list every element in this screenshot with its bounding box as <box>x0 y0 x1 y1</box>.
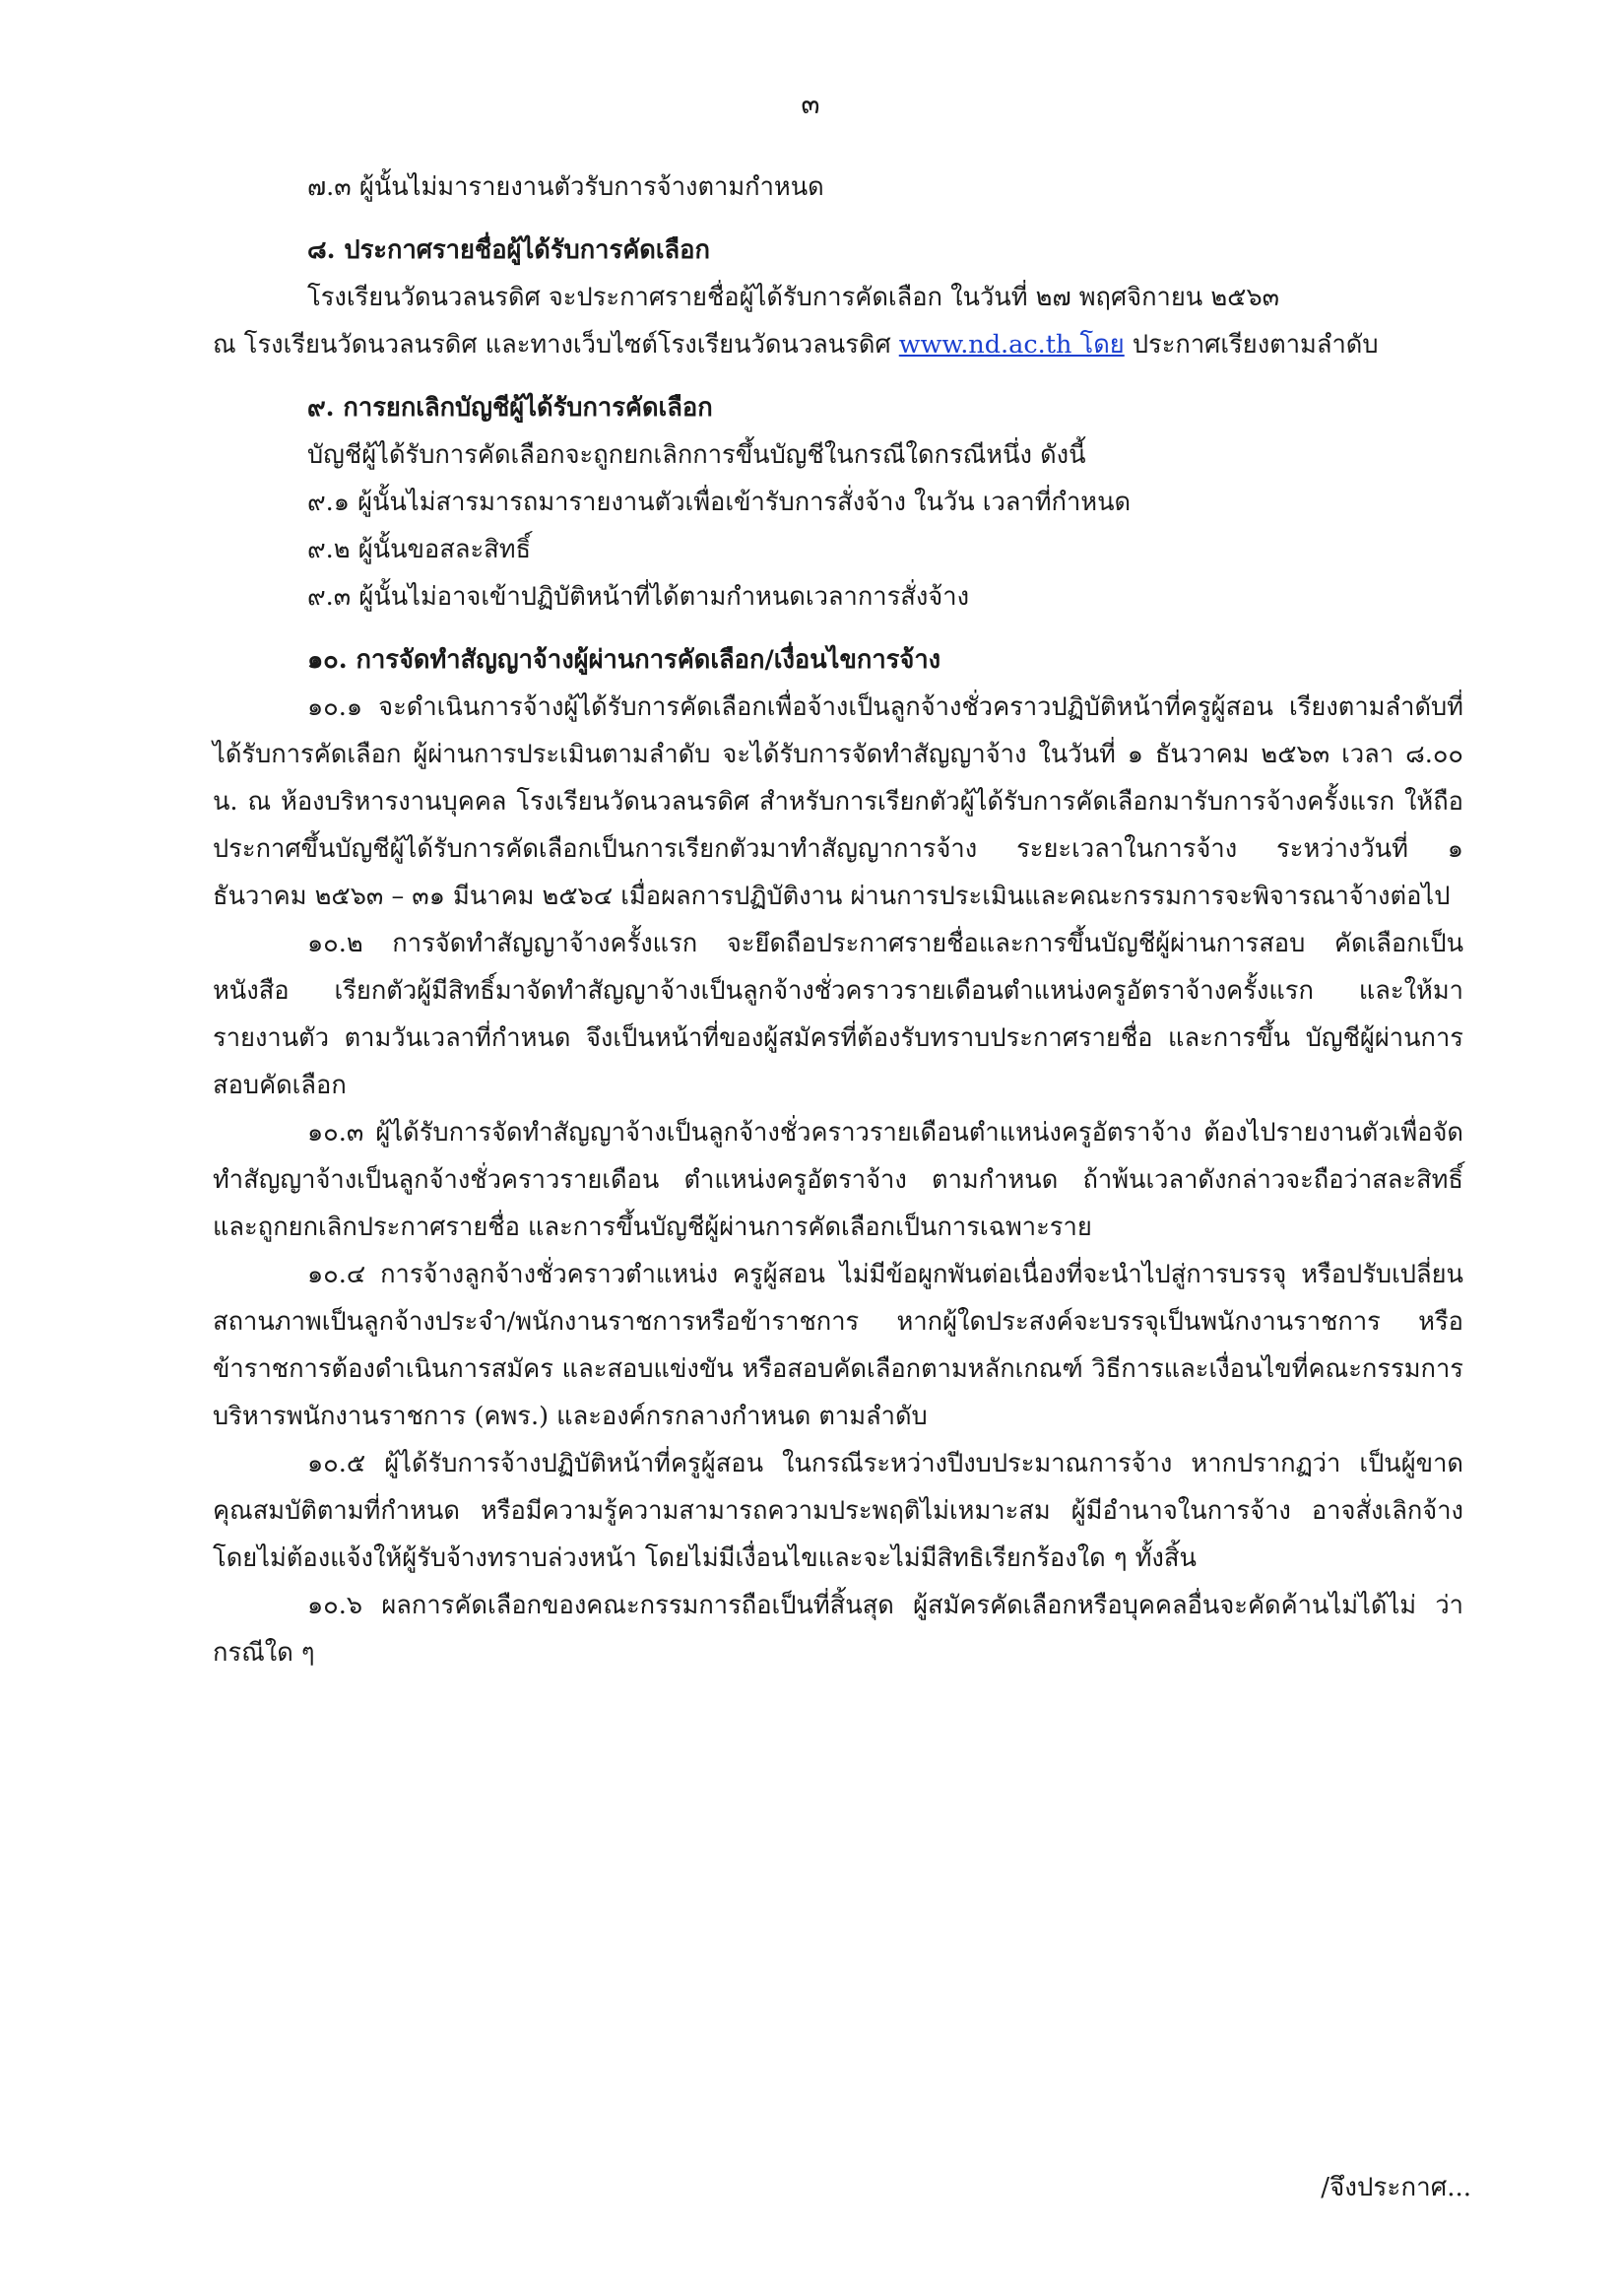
section-10-paragraph-4: ๑๐.๔ การจ้างลูกจ้างชั่วคราวตำแหน่ง ครูผู้สอน ไม่มีข้อผูกพันต่อเนื่องที่จะนำไปสู่การบรรจุ หรือปรับเปลี่ยนสถานภาพเป็นลูกจ้างประจำ/พนักงานราชการหรือข้าราชการ หากผู้ใดประสงค์จะบรรจุเป็นพนักงานราชการ หรือข้าราชการต้องดำเนินการสมัคร และสอบแข่งขัน หรือสอบคัดเลือกตามหลักเกณฑ์ วิธีการและเงื่อนไขที่คณะกรรมการบริหารพนักงานราชการ (คพร.) และองค์กรกลางกำหนด ตามลำดับ <box>213 1260 1463 1431</box>
section-9-item: ๙.๒ ผู้นั้นขอสละสิทธิ์ <box>307 535 532 564</box>
section-10-paragraph-2: ๑๐.๒ การจัดทำสัญญาจ้างครั้งแรก จะยึดถือประกาศรายชื่อและการขึ้นบัญชีผู้ผ่านการสอบ คัดเลือกเป็นหนังสือ เรียกตัวผู้มีสิทธิ์มาจัดทำสัญญาจ้างเป็นลูกจ้างชั่วคราวรายเดือนตำแหน่งครูอัตราจ้างครั้งแรก และให้มารายงานตัว ตามวันเวลาที่กำหนด จึงเป็นหน้าที่ของผู้สมัครที่ต้องรับทราบประกาศรายชื่อ และการขึ้น บัญชีผู้ผ่านการสอบคัดเลือก <box>213 929 1463 1100</box>
section-9-heading: ๙. การยกเลิกบัญชีผู้ได้รับการคัดเลือก <box>307 393 713 423</box>
section-10-heading: ๑๐. การจัดทำสัญญาจ้างผู้ผ่านการคัดเลือก/เงื่อนไขการจ้าง <box>307 645 941 675</box>
section-10-paragraph-3: ๑๐.๓ ผู้ได้รับการจัดทำสัญญาจ้างเป็นลูกจ้างชั่วคราวรายเดือนตำแหน่งครูอัตราจ้าง ต้องไปรายงานตัวเพื่อจัดทำสัญญาจ้างเป็นลูกจ้างชั่วคราวรายเดือน ตำแหน่งครูอัตราจ้าง ตามกำหนด ถ้าพ้นเวลาดังกล่าวจะถือว่าสละสิทธิ์ และถูกยกเลิกประกาศรายชื่อ และการขึ้นบัญชีผู้ผ่านการคัดเลือกเป็นการเฉพาะราย <box>213 1118 1463 1242</box>
section-8-line-2 <box>213 321 1463 368</box>
section-9-intro: บัญชีผู้ได้รับการคัดเลือกจะถูกยกเลิกการขึ้นบัญชีในกรณีใดกรณีหนึ่ง ดังนี้ <box>307 440 1086 470</box>
section-9-item: ๙.๑ ผู้นั้นไม่สารมารถมารายงานตัวเพื่อเข้ารับการสั่งจ้าง ในวัน เวลาที่กำหนด <box>307 488 1132 517</box>
section-8-line-2-pre: ณ โรงเรียนวัดนวลนรดิศ และทางเว็บไซต์โรงเรียนวัดนวลนรดิศ <box>213 330 899 360</box>
section-8-heading: ๘. ประกาศรายชื่อผู้ได้รับการคัดเลือก <box>307 235 710 265</box>
section-8-line-2-post: ประกาศเรียงตามลำดับ <box>1124 330 1379 360</box>
document-body <box>213 164 1463 1676</box>
section-10-paragraph-6: ๑๐.๖ ผลการคัดเลือกของคณะกรรมการถือเป็นที่สิ้นสุด ผู้สมัครคัดเลือกหรือบุคคลอื่นจะคัดค้านไม่ได้ไม่ ว่ากรณีใด ๆ <box>213 1591 1463 1668</box>
section-9-item: ๙.๓ ผู้นั้นไม่อาจเข้าปฏิบัติหน้าที่ได้ตามกำหนดเวลาการสั่งจ้าง <box>307 582 970 612</box>
section-8-line-1: โรงเรียนวัดนวลนรดิศ จะประกาศรายชื่อผู้ได้รับการคัดเลือก ในวันที่ ๒๗ พฤศจิกายน ๒๕๖๓ <box>307 283 1280 312</box>
item-7-3: ๗.๓ ผู้นั้นไม่มารายงานตัวรับการจ้างตามกำหนด <box>307 172 824 202</box>
website-link[interactable]: www.nd.ac.th โดย <box>898 330 1125 360</box>
page-number: ๓ <box>801 88 820 120</box>
continuation-footer: /จึงประกาศ... <box>1321 2173 1471 2202</box>
section-10-paragraph-1: ๑๐.๑ จะดำเนินการจ้างผู้ได้รับการคัดเลือกเพื่อจ้างเป็นลูกจ้างชั่วคราวปฏิบัติหน้าที่ครูผู้สอน เรียงตามลำดับที่ได้รับการคัดเลือก ผู้ผ่านการประเมินตามลำดับ จะได้รับการจัดทำสัญญาจ้าง ในวันที่ ๑ ธันวาคม ๒๕๖๓ เวลา ๘.๐๐ น. ณ ห้องบริหารงานบุคคล โรงเรียนวัดนวลนรดิศ สำหรับการเรียกตัวผู้ได้รับการคัดเลือกมารับการจ้างครั้งแรก ให้ถือประกาศขึ้นบัญชีผู้ได้รับการคัดเลือกเป็นการเรียกตัวมาทำสัญญาการจ้าง ระยะเวลาในการจ้าง ระหว่างวันที่ ๑ ธันวาคม ๒๕๖๓ – ๓๑ มีนาคม ๒๕๖๔ เมื่อผลการปฏิบัติงาน ผ่านการประเมินและคณะกรรมการจะพิจารณาจ้างต่อไป <box>213 692 1463 911</box>
section-10-paragraph-5: ๑๐.๕ ผู้ได้รับการจ้างปฏิบัติหน้าที่ครูผู้สอน ในกรณีระหว่างปีงบประมาณการจ้าง หากปรากฏว่า เป็นผู้ขาดคุณสมบัติตามที่กำหนด หรือมีความรู้ความสามารถความประพฤติไม่เหมาะสม ผู้มีอำนาจในการจ้าง อาจสั่งเลิกจ้าง โดยไม่ต้องแจ้งให้ผู้รับจ้างทราบล่วงหน้า โดยไม่มีเงื่อนไขและจะไม่มีสิทธิเรียกร้องใด ๆ ทั้งสิ้น <box>213 1449 1463 1573</box>
